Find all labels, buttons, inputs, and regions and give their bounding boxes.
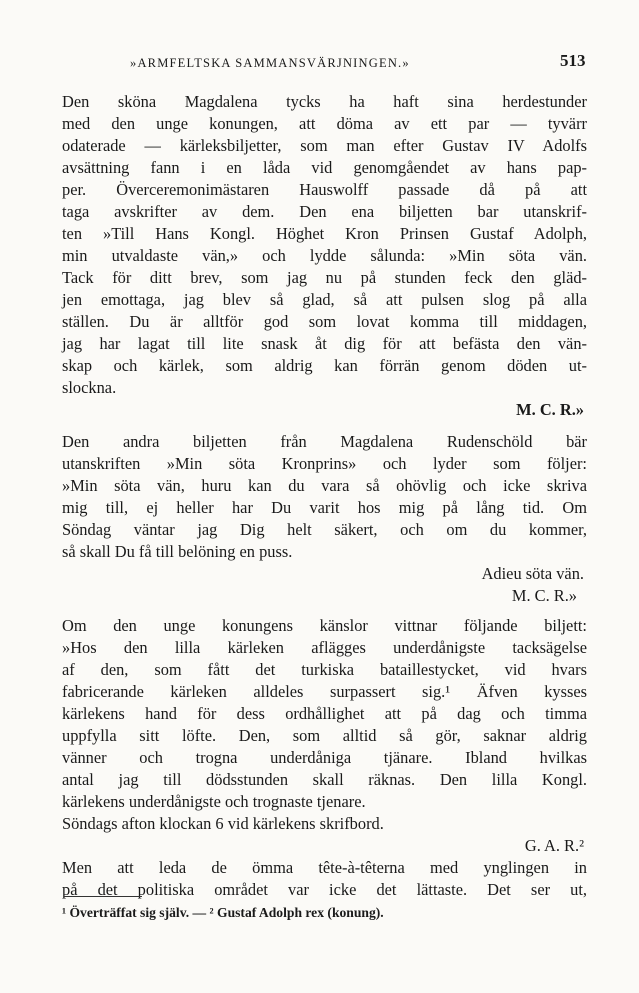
text-line: utanskriften »Min söta Kronprins» och lyder som följer: [62, 454, 587, 473]
text-line: jag har lagat till lite snask åt dig för att befästa den vän- [62, 334, 587, 353]
signature: G. A. R.² [524, 836, 584, 855]
text-line: Tack för ditt brev, som jag nu på stunden feck den gläd- [62, 268, 587, 287]
text-line: »Min söta vän, huru kan du vara så ohövlig och icke skriva [62, 476, 587, 495]
signature-greeting: Adieu söta vän. [481, 564, 584, 583]
text-line: min utvaldaste vän,» och lydde sålunda: »Min söta vän. [62, 246, 587, 265]
text-line: taga avskrifter av dem. Den ena biljetten bar utanskrif- [62, 202, 587, 221]
text-line: Den andra biljetten från Magdalena Rudenschöld bär [62, 432, 587, 451]
text-line: Den sköna Magdalena tycks ha haft sina herdestunder [62, 92, 587, 111]
text-line: mig till, ej heller har Du varit hos mig på lång tid. Om [62, 498, 587, 517]
signature: M. C. R.» [511, 586, 577, 605]
text-line: Söndag väntar jag Dig helt säkert, och om du kommer, [62, 520, 587, 539]
running-title: »ARMFELTSKA SAMMANSVÄRJNINGEN.» [130, 56, 410, 70]
text-line: Men att leda de ömma tête-à-têterna med ynglingen in [62, 858, 587, 877]
text-line: på det politiska området var icke det lättaste. Det ser ut, [62, 880, 587, 899]
text-line: antal jag till dödsstunden skall räknas. Den lilla Kongl. [62, 770, 587, 789]
text-line: ten »Till Hans Kongl. Höghet Kron Prinsen Gustaf Adolph, [62, 224, 587, 243]
text-line: skap och kärlek, som aldrig kan förrän genom döden ut- [62, 356, 587, 375]
text-line: kärlekens hand för dess ordhållighet att på dag och timma [62, 704, 587, 723]
text-line: af den, som fått det turkiska bataillestycket, vid hvars [62, 660, 587, 679]
text-line: per. Överceremonimästaren Hauswolff passade då på att [62, 180, 587, 199]
text-line: så skall Du få till belöning en puss. [62, 542, 293, 561]
text-line: Om den unge konungens känslor vittnar följande biljett: [62, 616, 587, 635]
text-line: ställen. Du är alltför god som lovat komma till middagen, [62, 312, 587, 331]
text-line: uppfylla sitt löfte. Den, som alltid så gör, saknar aldrig [62, 726, 587, 745]
text-line: »Hos den lilla kärleken aflägges underdånigste tacksägelse [62, 638, 587, 657]
text-line: Söndags afton klockan 6 vid kärlekens skrifbord. [62, 814, 384, 833]
signature: M. C. R.» [516, 400, 584, 419]
text-line: slockna. [62, 378, 117, 397]
footnotes: ¹ Överträffat sig själv. — ² Gustaf Adolph rex (konung). [62, 905, 384, 920]
text-line: med den unge konungen, att döma av ett par — tyvärr [62, 114, 587, 133]
text-line: kärlekens underdånigste och trognaste tjenare. [62, 792, 366, 811]
text-line: vänner och trogna underdåniga tjänare. Ibland hvilkas [62, 748, 587, 767]
footnote-divider [64, 896, 142, 897]
text-line: jen emottaga, jag blev så glad, så att pulsen slog på alla [62, 290, 587, 309]
page-number: 513 [560, 51, 586, 70]
text-line: odaterade — kärleksbiljetter, som man efter Gustav IV Adolfs [62, 136, 587, 155]
text-line: fabricerande kärleken alldeles surpassert sig.¹ Äfven kysses [62, 682, 587, 701]
text-line: avsättning fann i en låda vid genomgåendet av hans pap- [62, 158, 587, 177]
